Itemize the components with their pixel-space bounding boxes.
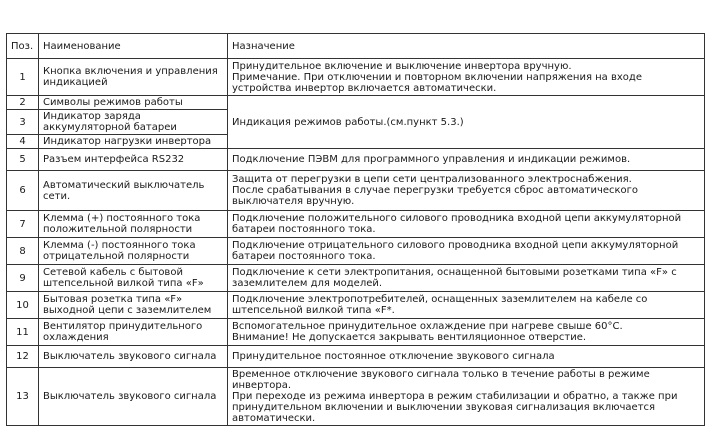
- purpose-line: Временное отключение звукового сигнала только в течение работы в режиме инвертора.: [232, 369, 650, 391]
- row-name: Вентилятор принудительного охлаждения: [39, 319, 228, 346]
- table-row: [7, 211, 705, 238]
- row-pos: 12: [7, 346, 39, 368]
- row-purpose: [228, 149, 705, 171]
- row-name: Клемма (-) постоянного тока отрицательной полярности: [39, 238, 228, 265]
- row-pos: 7: [7, 211, 39, 238]
- row-pos: 6: [7, 171, 39, 211]
- purpose-line: Подключение электропотребителей, оснащенных заземлителем на кабеле со штепсельной вилкой типа «F*.: [232, 294, 648, 316]
- table-row: [7, 292, 705, 319]
- row-name: Сетевой кабель с бытовой штепсельной вилкой типа «F»: [39, 265, 228, 292]
- row-pos: 8: [7, 238, 39, 265]
- purpose-line: Внимание! Не допускается закрывать вентиляционное отверстие.: [232, 332, 587, 343]
- row-purpose: [228, 346, 705, 368]
- purpose-line: Подключение отрицательного силового проводника входной цепи аккумуляторной батареи постоянного тока.: [232, 240, 679, 262]
- row-name: Кнопка включения и управления индикацией: [39, 59, 228, 96]
- table-row: [7, 149, 705, 171]
- table-row: [7, 346, 705, 368]
- row-pos: 10: [7, 292, 39, 319]
- row-purpose: [228, 211, 705, 238]
- row-name: Индикатор нагрузки инвертора: [39, 135, 228, 149]
- table-row: [7, 368, 705, 426]
- purpose-line: Подключение к сети электропитания, оснащенной бытовыми розетками типа «F» с заземлителем для моделей.: [232, 267, 677, 289]
- purpose-line: После срабатывания в случае перегрузки требуется сброс автоматического выключателя вручную.: [232, 185, 639, 207]
- specification-table: [6, 33, 705, 426]
- row-purpose: [228, 59, 705, 96]
- row-name: Выключатель звукового сигнала: [39, 368, 228, 426]
- row-purpose: [228, 368, 705, 426]
- row-name: Символы режимов работы: [39, 96, 228, 110]
- table-header-row: [7, 34, 705, 59]
- row-pos: 13: [7, 368, 39, 426]
- purpose-line: Подключение положительного силового проводника входной цепи аккумуляторной батареи постоянного тока.: [232, 213, 682, 235]
- table-row: [7, 171, 705, 211]
- row-purpose: [228, 319, 705, 346]
- purpose-line: Защита от перегрузки в цепи сети централизованного электроснабжения.: [232, 174, 632, 185]
- purpose-line: Принудительное включение и выключение инвертора вручную.: [232, 60, 572, 72]
- header-purpose: Назначение: [228, 34, 705, 59]
- purpose-line: Подключение ПЭВМ для программного управления и индикации режимов.: [232, 154, 631, 165]
- table-row: [7, 319, 705, 346]
- row-name: Автоматический выключатель сети.: [39, 171, 228, 211]
- row-name: Разъем интерфейса RS232: [39, 149, 228, 171]
- row-pos: 2: [7, 96, 39, 110]
- row-purpose: [228, 171, 705, 211]
- purpose-line: Принудительное постоянное отключение звукового сигнала: [232, 351, 555, 362]
- purpose-line: При переходе из режима инвертора в режим стабилизации и обратно, а также при принудительном включении и выключении звуковая сигнализация включается автоматически.: [232, 391, 678, 424]
- row-name: Клемма (+) постоянного тока положительной полярности: [39, 211, 228, 238]
- table-row: [7, 96, 705, 110]
- row-name: Бытовая розетка типа «F» выходной цепи с заземлителем: [39, 292, 228, 319]
- row-pos: 1: [7, 59, 39, 96]
- row-pos: 3: [7, 110, 39, 135]
- table-row: [7, 265, 705, 292]
- row-pos: 4: [7, 135, 39, 149]
- row-pos: 9: [7, 265, 39, 292]
- row-purpose: [228, 238, 705, 265]
- table-row: [7, 59, 705, 96]
- purpose-line: Примечание. При отключении и повторном включении напряжения на входе устройства инвертор включается автоматически.: [232, 71, 642, 94]
- purpose-line: Вспомогательное принудительное охлаждение при нагреве свыше 60°С.: [232, 321, 623, 332]
- row-name: Индикатор заряда аккумуляторной батареи: [39, 110, 228, 135]
- row-purpose: [228, 265, 705, 292]
- row-name: Выключатель звукового сигнала: [39, 346, 228, 368]
- header-name: Наименование: [39, 34, 228, 59]
- table-row: [7, 238, 705, 265]
- header-pos: Поз.: [7, 34, 39, 59]
- row-pos: 11: [7, 319, 39, 346]
- row-pos: 5: [7, 149, 39, 171]
- row-purpose: [228, 292, 705, 319]
- row-purpose-merged: Индикация режимов работы.(см.пункт 5.3.): [228, 96, 705, 149]
